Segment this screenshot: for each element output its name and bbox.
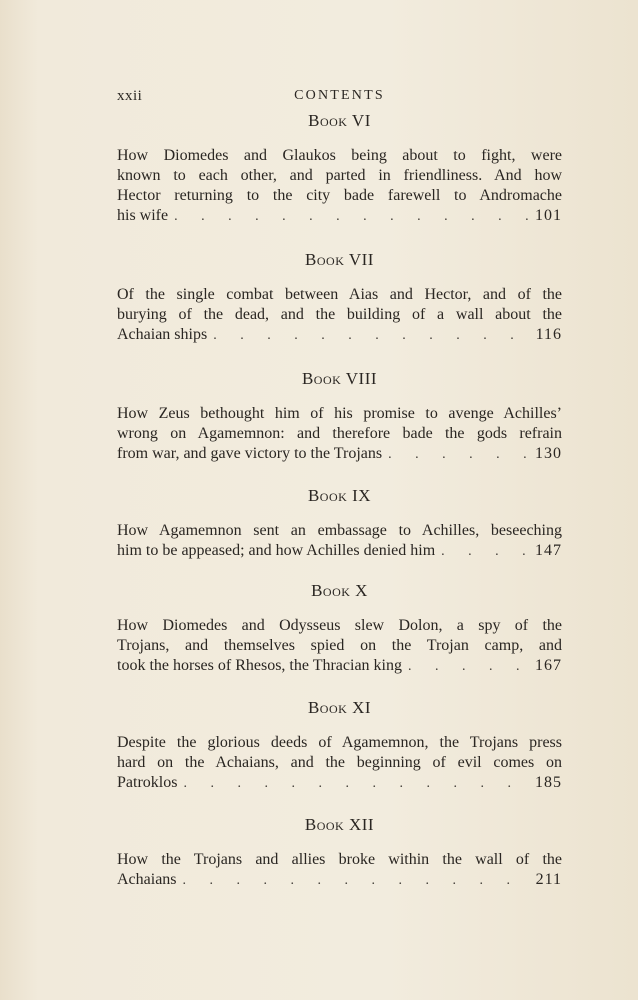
summary-last-line bbox=[117, 444, 562, 465]
book-entry bbox=[117, 249, 562, 346]
book-label: Book bbox=[311, 581, 351, 600]
page-reference: 147 bbox=[535, 542, 562, 559]
book-summary bbox=[117, 521, 562, 562]
book-label: Book bbox=[301, 369, 342, 388]
book-label: Book bbox=[308, 111, 348, 130]
summary-line: Hector returning to the city bade farewell to Andromache bbox=[117, 187, 562, 204]
contents-list bbox=[117, 110, 562, 891]
summary-line: How Agamemnon sent an embassage to Achilles, beseeching bbox=[117, 522, 562, 539]
summary-last-line bbox=[117, 656, 562, 677]
summary-line: How the Trojans and allies broke within the wall of the bbox=[117, 851, 562, 868]
dot-leader bbox=[388, 445, 529, 465]
dot-leader bbox=[183, 871, 530, 891]
page-reference: 211 bbox=[535, 871, 562, 888]
summary-line: How Diomedes and Odysseus slew Dolon, a spy of the bbox=[117, 617, 562, 634]
summary-last-line bbox=[117, 870, 562, 891]
dot-leader bbox=[213, 326, 529, 346]
book-numeral: XI bbox=[352, 698, 372, 717]
book-numeral: XII bbox=[348, 815, 375, 834]
book-label: Book bbox=[304, 815, 345, 834]
book-heading bbox=[117, 814, 562, 836]
book-numeral: VIII bbox=[345, 369, 378, 388]
running-head: CONTENTS bbox=[294, 88, 385, 103]
book-numeral: VI bbox=[351, 111, 371, 130]
book-summary bbox=[117, 404, 562, 465]
page-header bbox=[117, 88, 562, 110]
summary-line: him to be appeased; and how Achilles denied him bbox=[117, 542, 436, 559]
book-entry bbox=[117, 580, 562, 677]
book-label: Book bbox=[305, 250, 345, 269]
book-entry bbox=[117, 485, 562, 562]
book-label: Book bbox=[307, 698, 348, 717]
summary-line: his wife bbox=[117, 207, 169, 224]
book-numeral: IX bbox=[352, 486, 372, 505]
book-entry bbox=[117, 110, 562, 227]
summary-line: Achaian ships bbox=[117, 326, 208, 343]
summary-line: burying of the dead, and the building of a wall about the bbox=[117, 306, 562, 323]
summary-line: How Diomedes and Glaukos being about to fight, were bbox=[117, 147, 562, 164]
book-heading bbox=[117, 580, 562, 602]
book-entry bbox=[117, 697, 562, 794]
book-entry bbox=[117, 814, 562, 891]
summary-line: Patroklos bbox=[117, 774, 178, 791]
page-reference: 167 bbox=[535, 657, 562, 674]
summary-line: known to each other, and parted in friendliness. And how bbox=[117, 167, 562, 184]
book-summary bbox=[117, 850, 562, 891]
summary-line: wrong on Agamemnon: and therefore bade the gods refrain bbox=[117, 425, 562, 442]
book-label: Book bbox=[307, 486, 348, 505]
page-reference: 116 bbox=[535, 326, 562, 343]
dot-leader bbox=[183, 774, 529, 794]
book-numeral: X bbox=[355, 581, 368, 600]
summary-last-line bbox=[117, 325, 562, 346]
book-summary bbox=[117, 146, 562, 227]
book-heading bbox=[117, 249, 562, 271]
summary-line: hard on the Achaians, and the beginning of evil comes on bbox=[117, 754, 562, 771]
dot-leader bbox=[408, 657, 529, 677]
summary-last-line bbox=[117, 541, 562, 562]
book-summary bbox=[117, 733, 562, 794]
summary-line: How Zeus bethought him of his promise to avenge Achilles’ bbox=[117, 405, 562, 422]
dot-leader bbox=[441, 542, 529, 562]
summary-line: from war, and gave victory to the Trojans bbox=[117, 445, 383, 462]
summary-last-line bbox=[117, 773, 562, 794]
summary-line: Achaians bbox=[117, 871, 177, 888]
book-heading bbox=[117, 110, 562, 132]
book-heading bbox=[117, 485, 562, 507]
summary-line: Of the single combat between Aias and Hector, and of the bbox=[117, 286, 562, 303]
page-reference: 185 bbox=[535, 774, 562, 791]
book-entry bbox=[117, 368, 562, 465]
page-number: xxii bbox=[117, 88, 143, 104]
page-reference: 101 bbox=[535, 207, 562, 224]
book-summary bbox=[117, 285, 562, 346]
summary-line: Trojans, and themselves spied on the Trojan camp, and bbox=[117, 637, 562, 654]
summary-line: Despite the glorious deeds of Agamemnon, the Trojans press bbox=[117, 734, 562, 751]
summary-line: took the horses of Rhesos, the Thracian king bbox=[117, 657, 402, 674]
book-heading bbox=[117, 697, 562, 719]
book-heading bbox=[117, 368, 562, 390]
book-numeral: VII bbox=[348, 250, 374, 269]
page-reference: 130 bbox=[535, 445, 562, 462]
book-summary bbox=[117, 616, 562, 677]
dot-leader bbox=[174, 207, 529, 227]
summary-last-line bbox=[117, 206, 562, 227]
